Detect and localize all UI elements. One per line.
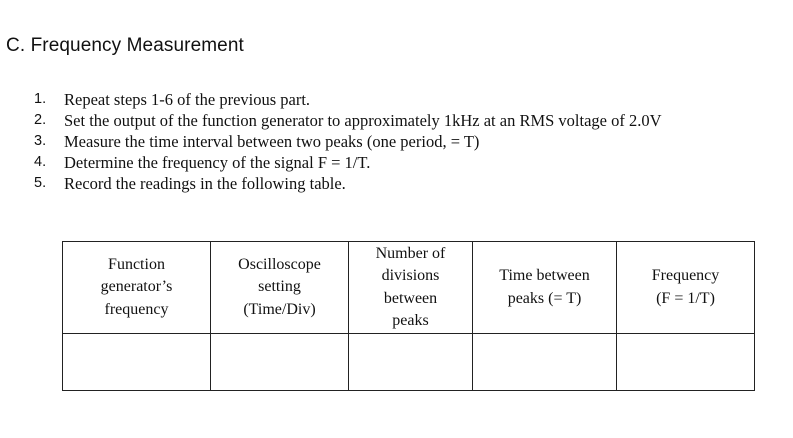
header-label: Time between peaks (= T) xyxy=(499,267,590,307)
step-item xyxy=(34,89,759,110)
step-text: Record the readings in the following table. xyxy=(64,174,346,193)
readings-table xyxy=(62,241,755,391)
section-heading: C. Frequency Measurement xyxy=(6,35,244,56)
header-label: Number of divisions between peaks xyxy=(375,244,446,329)
instruction-steps-list xyxy=(34,89,759,194)
step-item xyxy=(34,131,759,152)
header-number-of-divisions xyxy=(349,242,473,334)
step-item xyxy=(34,152,759,173)
step-number: 3. xyxy=(34,133,47,149)
header-time-between-peaks xyxy=(473,242,617,334)
step-number: 2. xyxy=(34,112,47,128)
header-label: Frequency (F = 1/T) xyxy=(651,267,720,307)
table-cell[interactable] xyxy=(349,334,473,391)
table-cell[interactable] xyxy=(63,334,211,391)
step-number: 4. xyxy=(34,154,47,170)
table-cell[interactable] xyxy=(473,334,617,391)
table-row xyxy=(63,334,755,391)
header-label: Oscilloscope setting (Time/Div) xyxy=(238,255,321,318)
header-label: Function generator’s frequency xyxy=(100,255,173,318)
step-text: Set the output of the function generator to approximately 1kHz at an RMS voltage of 2.0V xyxy=(64,111,662,130)
table-cell[interactable] xyxy=(617,334,755,391)
header-frequency xyxy=(617,242,755,334)
table-cell[interactable] xyxy=(211,334,349,391)
step-item xyxy=(34,173,759,194)
step-text: Determine the frequency of the signal F = 1/T. xyxy=(64,153,371,172)
table-header-row xyxy=(63,242,755,334)
step-text: Measure the time interval between two peaks (one period, = T) xyxy=(64,132,480,151)
step-number: 1. xyxy=(34,91,47,107)
step-number: 5. xyxy=(34,175,47,191)
step-item xyxy=(34,110,759,131)
header-oscilloscope-setting xyxy=(211,242,349,334)
step-text: Repeat steps 1-6 of the previous part. xyxy=(64,90,311,109)
header-function-generator-frequency xyxy=(63,242,211,334)
